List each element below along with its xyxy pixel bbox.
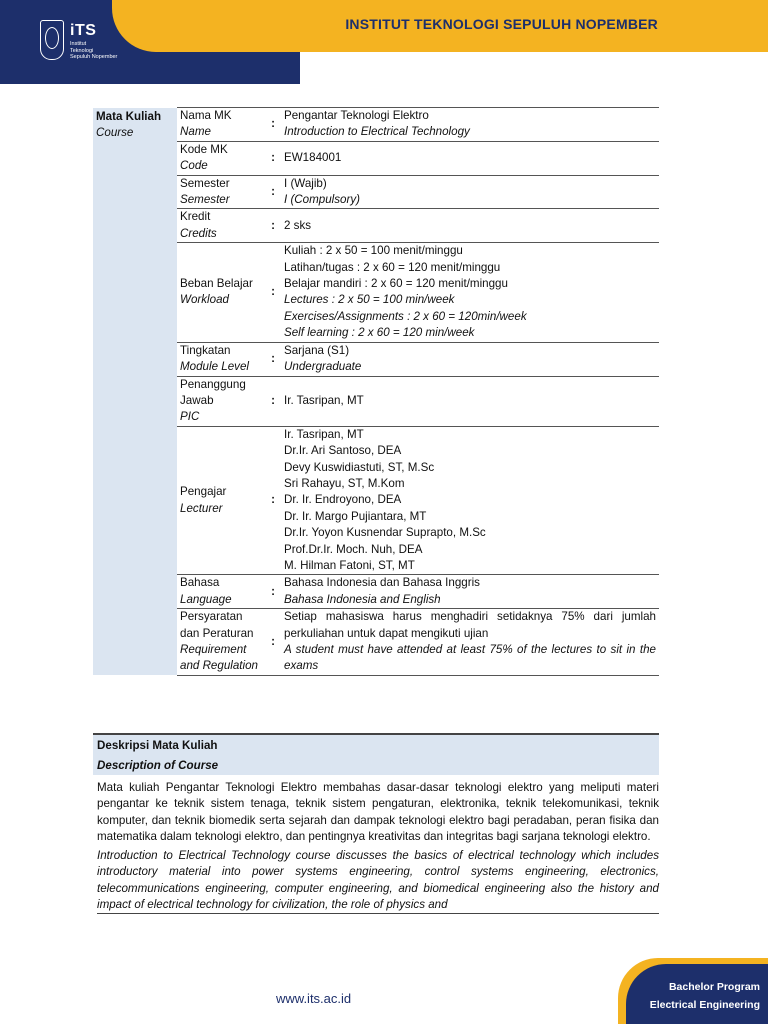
field-value-line: Kuliah : 2 x 50 = 100 menit/minggu (284, 244, 463, 258)
field-label-id: Kredit (180, 210, 211, 224)
field-label-en: Language (180, 592, 232, 606)
field-value-line: Self learning : 2 x 60 = 120 min/week (284, 326, 475, 340)
field-value (281, 609, 659, 676)
field-value-line: Latihan/tugas : 2 x 60 = 120 menit/minggu (284, 260, 501, 274)
section-label (93, 108, 177, 676)
field-value-line: Lectures : 2 x 50 = 100 min/week (284, 293, 455, 307)
logo-text: iTS (70, 22, 97, 39)
field-value (281, 426, 659, 575)
website-link[interactable]: www.its.ac.id (276, 991, 352, 1006)
field-value-line: Dr.Ir. Yoyon Kusnendar Suprapto, M.Sc (284, 526, 486, 540)
logo-subtext: Institut Teknologi Sepuluh Nopember (70, 41, 118, 60)
field-value-line: Devy Kuswidiastuti, ST, M.Sc (284, 460, 435, 474)
field-separator: : (265, 342, 281, 376)
field-separator: : (265, 575, 281, 609)
field-separator: : (265, 426, 281, 575)
field-value-line: Exercises/Assignments : 2 x 60 = 120min/week (284, 309, 527, 323)
field-value-line: Pengantar Teknologi Elektro (284, 109, 429, 122)
field-value-line: EW184001 (284, 151, 342, 165)
field-separator: : (265, 108, 281, 142)
department-name: Electrical Engineering (649, 999, 760, 1011)
course-row (93, 342, 659, 376)
field-value (281, 209, 659, 243)
field-label-en: Semester (180, 193, 230, 207)
its-logo (40, 20, 140, 72)
footer-program (630, 978, 760, 1014)
description-text-id: Mata kuliah Pengantar Teknologi Elektro membahas dasar-dasar teknologi elektro yang meliputi materi pengantar ke teknik sistem tenaga, teknik sistem pengaturan, elektronika, teknik telekomunikasi, teknik komputer, dan teknik biomedik serta sejarah dan dampak teknologi elektro bagi peradaban, peran fisika dan matematika dalam teknologi elektro, dan pentingnya kreativitas dan integritas bagi sarjana teknologi elektro. (97, 781, 659, 843)
course-row (93, 141, 659, 175)
crest-icon (40, 20, 64, 60)
field-separator: : (265, 175, 281, 209)
field-label-en: Credits (180, 226, 217, 240)
section-label-en: Course (96, 125, 134, 139)
field-label (177, 609, 265, 676)
field-label-en: Code (180, 159, 208, 173)
field-separator: : (265, 209, 281, 243)
field-label (177, 175, 265, 209)
field-value-line: I (Compulsory) (284, 193, 361, 207)
field-label-en: Module Level (180, 360, 249, 374)
field-label-id: Penanggung Jawab (180, 377, 246, 407)
field-label (177, 575, 265, 609)
field-value-line: Setiap mahasiswa harus menghadiri setidaknya 75% dari jumlah perkuliahan untuk dapat mengikuti ujian (284, 610, 656, 640)
field-label (177, 376, 265, 426)
field-label-id: Kode MK (180, 142, 228, 156)
description-heading-en: Description of Course (97, 759, 219, 772)
field-value-line: Bahasa Indonesia dan Bahasa Inggris (284, 576, 480, 590)
field-separator: : (265, 243, 281, 342)
description-heading-id: Deskripsi Mata Kuliah (97, 739, 218, 752)
field-value (281, 243, 659, 342)
field-separator: : (265, 141, 281, 175)
field-value-line: A student must have attended at least 75% of the lectures to sit in the exams (284, 643, 656, 673)
description-heading (93, 733, 659, 775)
program-name: Bachelor Program (668, 981, 760, 993)
field-value-line: Dr. Ir. Endroyono, DEA (284, 493, 402, 507)
field-value-line: I (Wajib) (284, 176, 327, 190)
field-label-en: Requirement and Regulation (180, 643, 258, 673)
field-label (177, 342, 265, 376)
field-value-line: Belajar mandiri : 2 x 60 = 120 menit/minggu (284, 277, 508, 291)
field-label-id: Tingkatan (180, 343, 231, 357)
field-value (281, 575, 659, 609)
field-value-line: 2 sks (284, 218, 312, 232)
field-label-id: Bahasa (180, 576, 220, 590)
field-separator: : (265, 376, 281, 426)
course-row (93, 243, 659, 342)
field-label (177, 141, 265, 175)
description-text-en: Introduction to Electrical Technology course discusses the basics of electrical technology which includes introductory material into power systems engineering, control systems engineering, electronics, telecommunications engineering, computer engineering, and biomedical engineering also the history and impact of electrical technology for civilization, the role of physics and (97, 848, 659, 914)
field-value-line: Bahasa Indonesia and English (284, 592, 441, 606)
field-label-id: Semester (180, 176, 230, 190)
course-row (93, 426, 659, 575)
field-label-en: Lecturer (180, 501, 223, 515)
field-value-line: Sri Rahayu, ST, M.Kom (284, 476, 405, 490)
field-value-line: Dr.Ir. Ari Santoso, DEA (284, 444, 402, 458)
field-value-line: Sarjana (S1) (284, 343, 350, 357)
field-label-en: PIC (180, 410, 200, 424)
field-value (281, 141, 659, 175)
field-value-line: Ir. Tasripan, MT (284, 393, 364, 407)
institution-name: INSTITUT TEKNOLOGI SEPULUH NOPEMBER (345, 16, 658, 32)
field-value (281, 376, 659, 426)
course-row (93, 609, 659, 676)
section-label-id: Mata Kuliah (96, 109, 162, 123)
field-value (281, 108, 659, 142)
field-value (281, 342, 659, 376)
field-value (281, 175, 659, 209)
course-row (93, 575, 659, 609)
field-label-en: Name (180, 125, 211, 139)
course-row (93, 209, 659, 243)
course-info-table (93, 107, 659, 676)
field-label (177, 209, 265, 243)
field-value-line: Undergraduate (284, 360, 362, 374)
field-value-line: Prof.Dr.Ir. Moch. Nuh, DEA (284, 542, 423, 556)
field-value-line: Introduction to Electrical Technology (284, 125, 470, 139)
field-label-id: Persyaratan dan Peraturan (180, 610, 254, 640)
course-row (93, 175, 659, 209)
field-label-id: Pengajar (180, 485, 227, 499)
field-label (177, 243, 265, 342)
field-separator: : (265, 609, 281, 676)
course-row (93, 376, 659, 426)
field-label (177, 426, 265, 575)
description-body (93, 780, 659, 917)
field-label (177, 108, 265, 142)
field-label-id: Nama MK (180, 109, 232, 122)
field-label-en: Workload (180, 293, 229, 307)
field-value-line: Dr. Ir. Margo Pujiantara, MT (284, 509, 427, 523)
field-value-line: Ir. Tasripan, MT (284, 427, 364, 441)
course-row (93, 108, 659, 142)
field-value-line: M. Hilman Fatoni, ST, MT (284, 558, 415, 572)
field-label-id: Beban Belajar (180, 277, 253, 291)
